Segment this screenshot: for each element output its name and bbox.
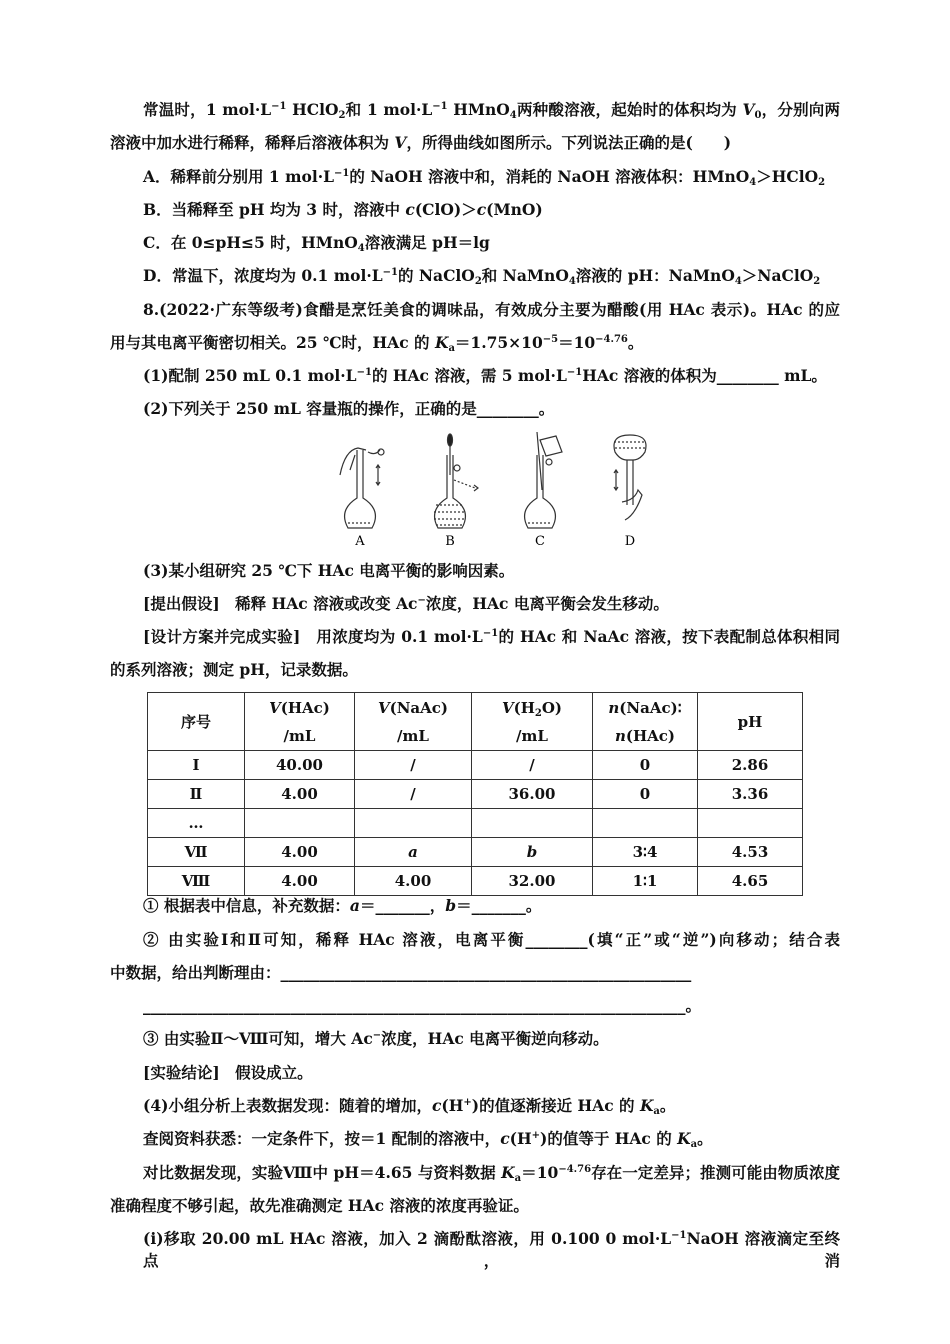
text-segment: 3.36 (731, 785, 769, 803)
text-line (143, 398, 554, 420)
text-segment: 4.00 (281, 785, 318, 803)
table-cell (698, 780, 803, 809)
table-cell (472, 867, 593, 896)
text-line (143, 299, 840, 321)
text-segment: 常温时，1 mol·L (143, 100, 272, 119)
text-segment: n (614, 726, 626, 745)
text-segment: 和 NaMnO (481, 266, 569, 285)
column-header (593, 693, 698, 751)
text-segment: 和 1 mol·L (345, 100, 433, 119)
text-segment: [设计方案并完成实验] 用浓度均为 0.1 mol·L (143, 627, 483, 646)
text-segment: HClO (286, 100, 339, 119)
text-segment: 存在一定差异；推测可能由物质浓度 (591, 1163, 841, 1182)
text-segment: 36.00 (508, 785, 556, 803)
table-cell (245, 809, 355, 838)
table-cell (355, 809, 472, 838)
text-line (143, 1228, 840, 1272)
text-line (143, 895, 541, 917)
text-segment: )的值等于 HAc 的 (540, 1129, 678, 1148)
column-header (472, 693, 593, 751)
text-segment: (ClO)＞ (414, 200, 477, 219)
text-segment: )的值逐渐接近 HAc 的 (471, 1096, 640, 1115)
text-segment: −1 (671, 1230, 687, 1241)
table-cell (148, 867, 245, 896)
text-segment: 4.00 (394, 872, 432, 890)
text-segment: a (349, 896, 360, 915)
text-line (143, 199, 543, 221)
text-segment: (i)移取 20.00 mL HAc 溶液，加入 2 滴酚酞溶液，用 0.100 0 mol·L (143, 1229, 672, 1248)
text-segment: 的 NaOH 溶液中和，消耗的 NaOH 溶液体积：HMnO (349, 167, 750, 186)
text-segment: pH (737, 712, 763, 731)
text-segment: 2 (813, 276, 821, 287)
table-cell (472, 751, 593, 780)
text-line (143, 1162, 840, 1184)
text-segment: 4 (749, 177, 757, 188)
text-segment: 3∶4 (632, 843, 658, 861)
text-segment: 4.65 (731, 872, 769, 890)
text-segment: A．稀释前分别用 1 mol·L (143, 167, 335, 186)
text-segment: 4 (509, 110, 517, 121)
text-segment: [实验结论] 假设成立。 (143, 1063, 313, 1082)
text-segment: /mL (397, 726, 429, 745)
text-segment: K (639, 1096, 654, 1115)
text-segment: K (501, 1163, 515, 1182)
text-segment: c (431, 1096, 442, 1115)
text-segment: Ⅶ (184, 843, 208, 861)
text-segment: (NaAc)∶ (619, 698, 682, 717)
table-cell (148, 780, 245, 809)
text-segment: (MnO) (486, 200, 543, 219)
figure-label-b: B (445, 534, 455, 549)
text-segment: 32.00 (508, 872, 556, 890)
text-segment: 2 (474, 276, 482, 287)
table-cell (148, 838, 245, 867)
text-segment: B．当稀释至 pH 均为 3 时，溶液中 (143, 200, 406, 219)
text-segment: 4 (357, 243, 365, 254)
text-segment: + (531, 1130, 541, 1141)
text-segment: / (410, 756, 416, 774)
text-segment: (HAc) (280, 698, 330, 717)
text-segment: Ⅷ (181, 872, 211, 890)
text-segment: [提出假设] 稀释 HAc 溶液或改变 Ac (143, 594, 418, 613)
text-segment: ＝_______。 (456, 896, 542, 915)
table-row (148, 838, 803, 867)
text-segment: 。 (627, 333, 644, 352)
table-cell (698, 751, 803, 780)
text-segment: −1 (382, 267, 398, 278)
table-cell (355, 780, 472, 809)
table-row (148, 780, 803, 809)
text-segment: 的 HAc 溶液，需 5 mol·L (371, 366, 567, 385)
table-cell (355, 838, 472, 867)
text-line (143, 1028, 609, 1050)
text-segment: ＞HClO (756, 167, 819, 186)
text-segment: 溶液的 pH：NaMnO (575, 266, 735, 285)
column-header (245, 693, 355, 751)
text-segment: 4.00 (281, 872, 318, 890)
text-segment: 1∶1 (632, 872, 658, 890)
table-cell (593, 809, 698, 838)
text-segment: (H (441, 1096, 464, 1115)
text-segment: −1 (356, 367, 372, 378)
text-segment: /mL (516, 726, 548, 745)
text-segment: −1 (271, 101, 287, 112)
text-segment: ＝_______， (359, 896, 446, 915)
text-segment: HMnO (447, 100, 510, 119)
text-segment: V (394, 133, 407, 152)
text-segment: 的 NaClO (397, 266, 475, 285)
text-segment: 4.00 (281, 843, 318, 861)
table-row (148, 809, 803, 838)
text-segment: V (377, 698, 390, 717)
text-segment: −5 (542, 334, 559, 345)
column-header (355, 693, 472, 751)
text-segment: 。 (697, 1129, 713, 1148)
text-segment: − (372, 1030, 382, 1041)
text-segment: (4)小组分析上表数据发现：随着的增加， (143, 1096, 432, 1115)
text-segment: a (690, 1139, 698, 1150)
text-segment: 准确程度不够引起，故先准确测定 HAc 溶液的浓度再验证。 (110, 1196, 529, 1215)
text-segment: 用与其电离平衡密切相关。25 ℃时，HAc 的 (110, 333, 435, 352)
text-segment: V (742, 100, 755, 119)
text-line (110, 132, 731, 154)
text-segment: ＞NaClO (741, 266, 814, 285)
text-segment: 序号 (180, 712, 211, 731)
text-segment: a (653, 1106, 660, 1117)
text-segment: (NaAc) (389, 698, 449, 717)
text-segment: K (434, 333, 449, 352)
text-segment: −1 (566, 367, 583, 378)
text-segment: (2)下列关于 250 mL 容量瓶的操作，正确的是________。 (143, 399, 555, 418)
table-cell (698, 867, 803, 896)
volumetric-flask-figure (330, 430, 650, 550)
text-segment: 的系列溶液；测定 pH，记录数据。 (110, 660, 358, 679)
text-line (143, 1128, 713, 1150)
text-line (143, 166, 825, 188)
table-cell (593, 751, 698, 780)
text-line (143, 99, 840, 121)
text-segment: C．在 0≤pH≤5 时，HMnO (143, 233, 358, 252)
text-segment: ______________________________________________________________________。 (143, 996, 702, 1015)
text-segment: 对比数据发现，实验Ⅷ中 pH＝4.65 与资料数据 (143, 1163, 502, 1182)
text-segment: 浓度，HAc 电离平衡逆向移动。 (381, 1029, 609, 1048)
text-segment: c (476, 200, 487, 219)
figure-label-d: D (624, 534, 636, 549)
text-segment: 4.53 (731, 843, 769, 861)
text-segment: 2 (338, 110, 346, 121)
text-segment: ② 由实验Ⅰ和Ⅱ可知，稀释 HAc 溶液，电离平衡________(填“正”或“逆”)向移动；结合表 (143, 930, 840, 949)
table-cell (472, 780, 593, 809)
text-line (143, 1062, 313, 1084)
text-segment: 中数据，给出判断理由：_____________________________________________________ (110, 963, 692, 982)
text-segment: D．常温下，浓度均为 0.1 mol·L (143, 266, 383, 285)
text-line (110, 962, 691, 984)
figure-label-c: C (535, 534, 545, 549)
column-header (698, 693, 803, 751)
text-segment: 8.(2022·广东等级考)食醋是烹饪美食的调味品，有效成分主要为醋酸(用 HAc 表示)。HAc 的应 (143, 300, 840, 319)
text-line (143, 560, 514, 582)
text-segment: 溶液中加水进行稀释，稀释后溶液体积为 (110, 133, 395, 152)
text-segment: −4.76 (595, 334, 628, 345)
text-segment: 2 (534, 707, 542, 719)
flask-d-icon (614, 435, 646, 520)
text-segment: 0 (639, 756, 651, 774)
text-line (143, 265, 820, 287)
text-segment: 浓度，HAc 电离平衡会发生移动。 (425, 594, 669, 613)
text-segment: −1 (334, 168, 350, 179)
text-segment: ＝1.75×10 (454, 333, 543, 352)
text-segment: 2 (818, 177, 826, 188)
table-cell (245, 867, 355, 896)
text-segment: /mL (283, 726, 316, 745)
text-segment: K (677, 1129, 691, 1148)
text-segment: −1 (432, 101, 448, 112)
text-segment: / (410, 785, 416, 803)
text-segment: −4.76 (558, 1164, 592, 1175)
table-cell (355, 867, 472, 896)
flask-a-icon (340, 448, 384, 528)
text-line (110, 1195, 529, 1217)
text-segment: 2.86 (731, 756, 769, 774)
text-segment: (HAc) (625, 726, 676, 745)
text-segment: b (526, 843, 538, 861)
text-segment: ＝10 (558, 333, 596, 352)
text-segment: a (408, 843, 418, 861)
text-segment: + (463, 1097, 472, 1108)
text-segment: (1)配制 250 mL 0.1 mol·L (143, 366, 357, 385)
text-segment: 的 HAc 和 NaAc 溶液，按下表配制总体积相同 (498, 627, 840, 646)
experiment-data-table (147, 692, 803, 896)
text-line (110, 332, 643, 354)
text-segment: (H (509, 1129, 532, 1148)
text-segment: O) (541, 698, 563, 717)
text-segment: 0 (639, 785, 651, 803)
text-segment: b (445, 896, 457, 915)
text-segment: … (188, 814, 204, 832)
text-segment: ＝10 (521, 1163, 559, 1182)
text-segment: / (529, 756, 535, 774)
column-header (148, 693, 245, 751)
text-segment: ，所得曲线如图所示。下列说法正确的是( ) (406, 133, 732, 152)
text-segment: c (405, 200, 415, 219)
text-segment: 两种酸溶液，起始时的体积均为 (516, 100, 743, 119)
text-line (143, 365, 827, 387)
text-segment: NaOH 溶液滴定至终点，消 (143, 1229, 840, 1270)
text-segment: a (514, 1173, 522, 1184)
text-segment: 溶液满足 pH＝lg (364, 233, 490, 252)
text-segment: 。 (659, 1096, 676, 1115)
text-segment: c (500, 1129, 510, 1148)
text-line (143, 995, 701, 1017)
table-row (148, 867, 803, 896)
table-cell (698, 838, 803, 867)
table-cell (593, 838, 698, 867)
table-cell (355, 751, 472, 780)
table-cell (148, 751, 245, 780)
text-segment: n (608, 698, 620, 717)
text-segment: HAc 溶液的体积为________ mL。 (582, 366, 827, 385)
text-segment: ③ 由实验Ⅱ～Ⅷ可知，增大 Ac (143, 1029, 373, 1048)
table-cell (245, 780, 355, 809)
table-cell (245, 751, 355, 780)
text-segment: 0 (754, 110, 762, 121)
text-segment: −1 (482, 628, 499, 639)
text-line (143, 626, 840, 648)
text-segment: 查阅资料获悉：一定条件下，按＝1 配制的溶液中， (143, 1129, 501, 1148)
text-line (143, 593, 669, 615)
table-cell (472, 809, 593, 838)
text-segment: Ⅰ (192, 756, 200, 774)
text-segment: 4 (568, 276, 576, 287)
text-segment: (H (513, 698, 535, 717)
text-segment: V (269, 698, 281, 717)
text-segment: V (501, 698, 514, 717)
table-cell (698, 809, 803, 838)
table-cell (593, 867, 698, 896)
table-header-row (148, 693, 803, 751)
figure-label-a: A (355, 534, 365, 549)
text-line (143, 1095, 675, 1117)
text-line (143, 232, 490, 254)
text-segment: a (448, 343, 455, 354)
text-line (143, 929, 840, 951)
text-segment: ① 根据表中信息，补充数据： (143, 896, 350, 915)
text-segment: − (417, 595, 426, 606)
text-segment: ，分别向两 (761, 100, 840, 119)
table-cell (593, 780, 698, 809)
text-segment: 40.00 (276, 756, 323, 774)
text-segment: 4 (734, 276, 742, 287)
table-cell (148, 809, 245, 838)
table-cell (245, 838, 355, 867)
flask-b-icon (434, 434, 478, 528)
text-line (110, 659, 358, 681)
text-segment: Ⅱ (189, 785, 203, 803)
table-row (148, 751, 803, 780)
flask-c-icon (525, 432, 562, 528)
table-cell (472, 838, 593, 867)
text-segment: (3)某小组研究 25 ℃下 HAc 电离平衡的影响因素。 (143, 561, 515, 580)
